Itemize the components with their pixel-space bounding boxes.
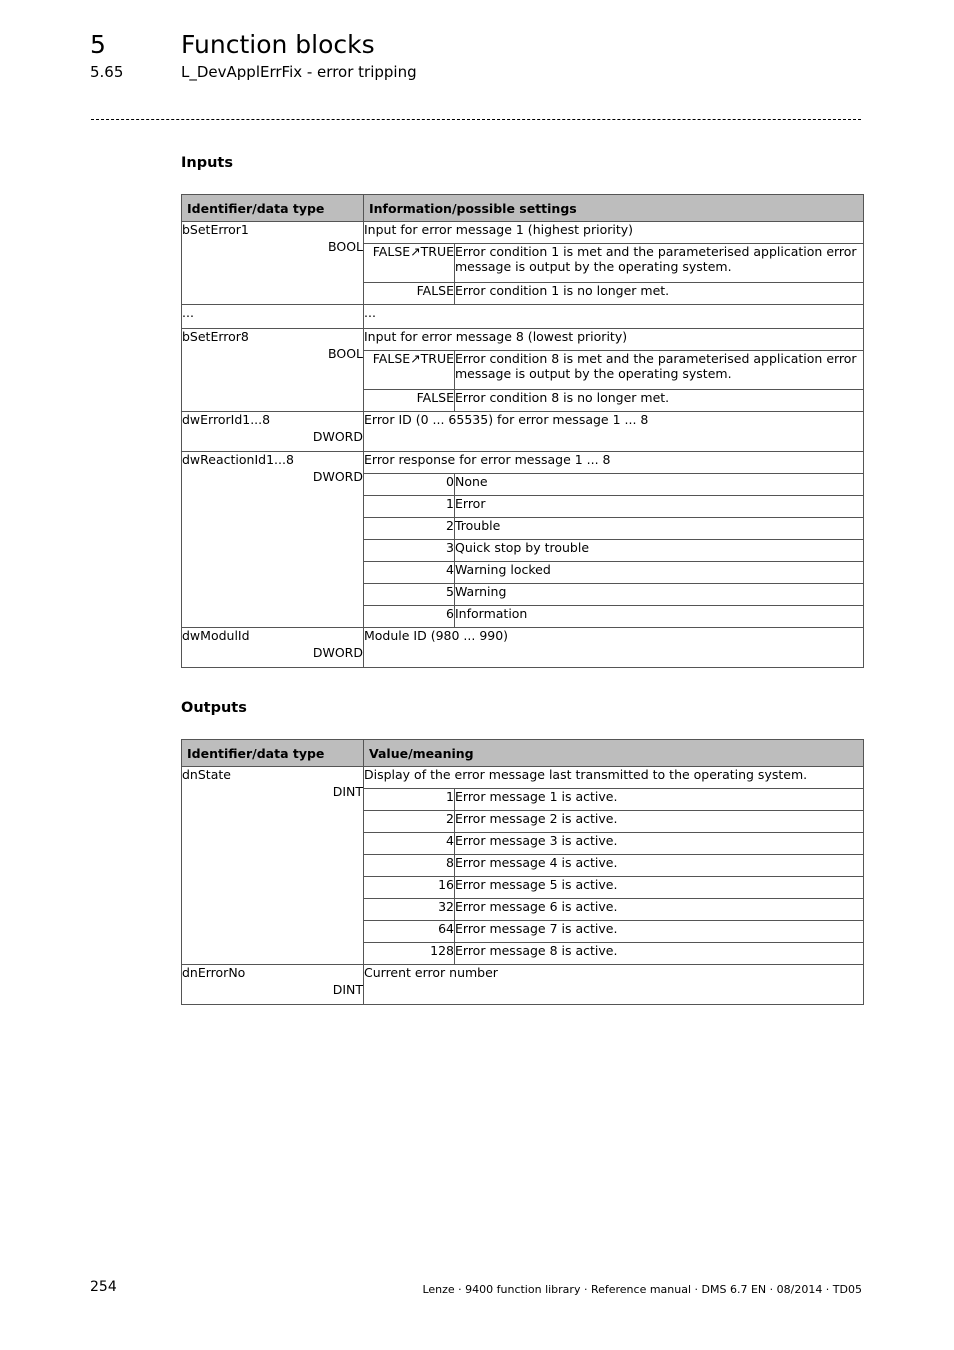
setting-desc: Error condition 8 is no longer met. [455,390,864,412]
setting-value: 1 [364,496,455,518]
identifier: dwModulId [182,628,250,643]
inputs-col-identifier: Identifier/data type [182,195,364,222]
identifier: bSetError1 [182,222,249,237]
setting-value: FALSE [364,390,455,412]
info-text: Error response for error message 1 ... 8 [364,452,864,474]
identifier: dnErrorNo [182,965,246,980]
setting-value: 0 [364,474,455,496]
setting-value: FALSE↗TRUE [364,244,455,283]
section-title: L_DevApplErrFix - error tripping [181,63,417,81]
setting-value: 4 [364,562,455,584]
setting-value: 1 [364,789,455,811]
setting-desc: Warning [455,584,864,606]
identifier: dnState [182,767,231,782]
setting-desc: Error message 3 is active. [455,833,864,855]
table-row [182,222,364,305]
data-type: DWORD [312,429,363,444]
table-row [182,628,364,668]
setting-value: 8 [364,855,455,877]
setting-value: 5 [364,584,455,606]
setting-desc: Error condition 1 is met and the parameterised application error message is output by the operating system. [455,244,864,283]
chapter-number: 5 [90,30,106,59]
data-type: BOOL [328,239,363,254]
data-type: DINT [332,982,363,997]
info-text: Input for error message 8 (lowest priority) [364,329,864,351]
setting-desc: Error message 1 is active. [455,789,864,811]
chapter-title: Function blocks [181,30,375,59]
ellipsis-cell: ... [182,305,364,329]
setting-desc: Trouble [455,518,864,540]
setting-value: 2 [364,811,455,833]
setting-value: 128 [364,943,455,965]
setting-desc: Error message 7 is active. [455,921,864,943]
setting-desc: None [455,474,864,496]
setting-desc: Error message 2 is active. [455,811,864,833]
outputs-col-value: Value/meaning [364,740,864,767]
setting-value: 64 [364,921,455,943]
setting-value: FALSE [364,283,455,305]
table-row [182,767,364,965]
setting-desc: Error message 8 is active. [455,943,864,965]
inputs-table [181,194,864,668]
data-type: DWORD [312,645,363,660]
setting-desc: Error [455,496,864,518]
table-row [182,452,364,628]
info-text: Error ID (0 ... 65535) for error message 1 ... 8 [364,412,864,452]
setting-desc: Error condition 1 is no longer met. [455,283,864,305]
info-text: Input for error message 1 (highest priority) [364,222,864,244]
setting-value: 4 [364,833,455,855]
info-text: Module ID (980 ... 990) [364,628,864,668]
setting-desc: Information [455,606,864,628]
setting-desc: Error message 5 is active. [455,877,864,899]
setting-desc: Quick stop by trouble [455,540,864,562]
info-text: Current error number [364,965,864,1005]
inputs-col-info: Information/possible settings [364,195,864,222]
setting-desc: Error message 6 is active. [455,899,864,921]
setting-value: 32 [364,899,455,921]
outputs-col-identifier: Identifier/data type [182,740,364,767]
setting-desc: Error condition 8 is met and the parameterised application error message is output by the operating system. [455,351,864,390]
outputs-heading: Outputs [181,700,247,716]
setting-value: 2 [364,518,455,540]
section-number: 5.65 [90,63,124,81]
setting-desc: Error message 4 is active. [455,855,864,877]
identifier: dwErrorId1...8 [182,412,271,427]
table-row [182,412,364,452]
identifier: dwReactionId1...8 [182,452,294,467]
info-text: Display of the error message last transmitted to the operating system. [364,767,864,789]
data-type: BOOL [328,346,363,361]
setting-value: 16 [364,877,455,899]
setting-desc: Warning locked [455,562,864,584]
identifier: bSetError8 [182,329,249,344]
footer-text: Lenze · 9400 function library · Reference manual · DMS 6.7 EN · 08/2014 · TD05 [422,1283,862,1296]
setting-value: FALSE↗TRUE [364,351,455,390]
data-type: DWORD [312,469,363,484]
inputs-heading: Inputs [181,155,233,171]
page-number: 254 [90,1279,117,1295]
header-divider [91,119,861,120]
setting-value: 6 [364,606,455,628]
table-row [182,965,364,1005]
setting-value: 3 [364,540,455,562]
data-type: DINT [332,784,363,799]
ellipsis-cell: ... [364,305,864,329]
table-row [182,329,364,412]
outputs-table [181,739,864,1005]
